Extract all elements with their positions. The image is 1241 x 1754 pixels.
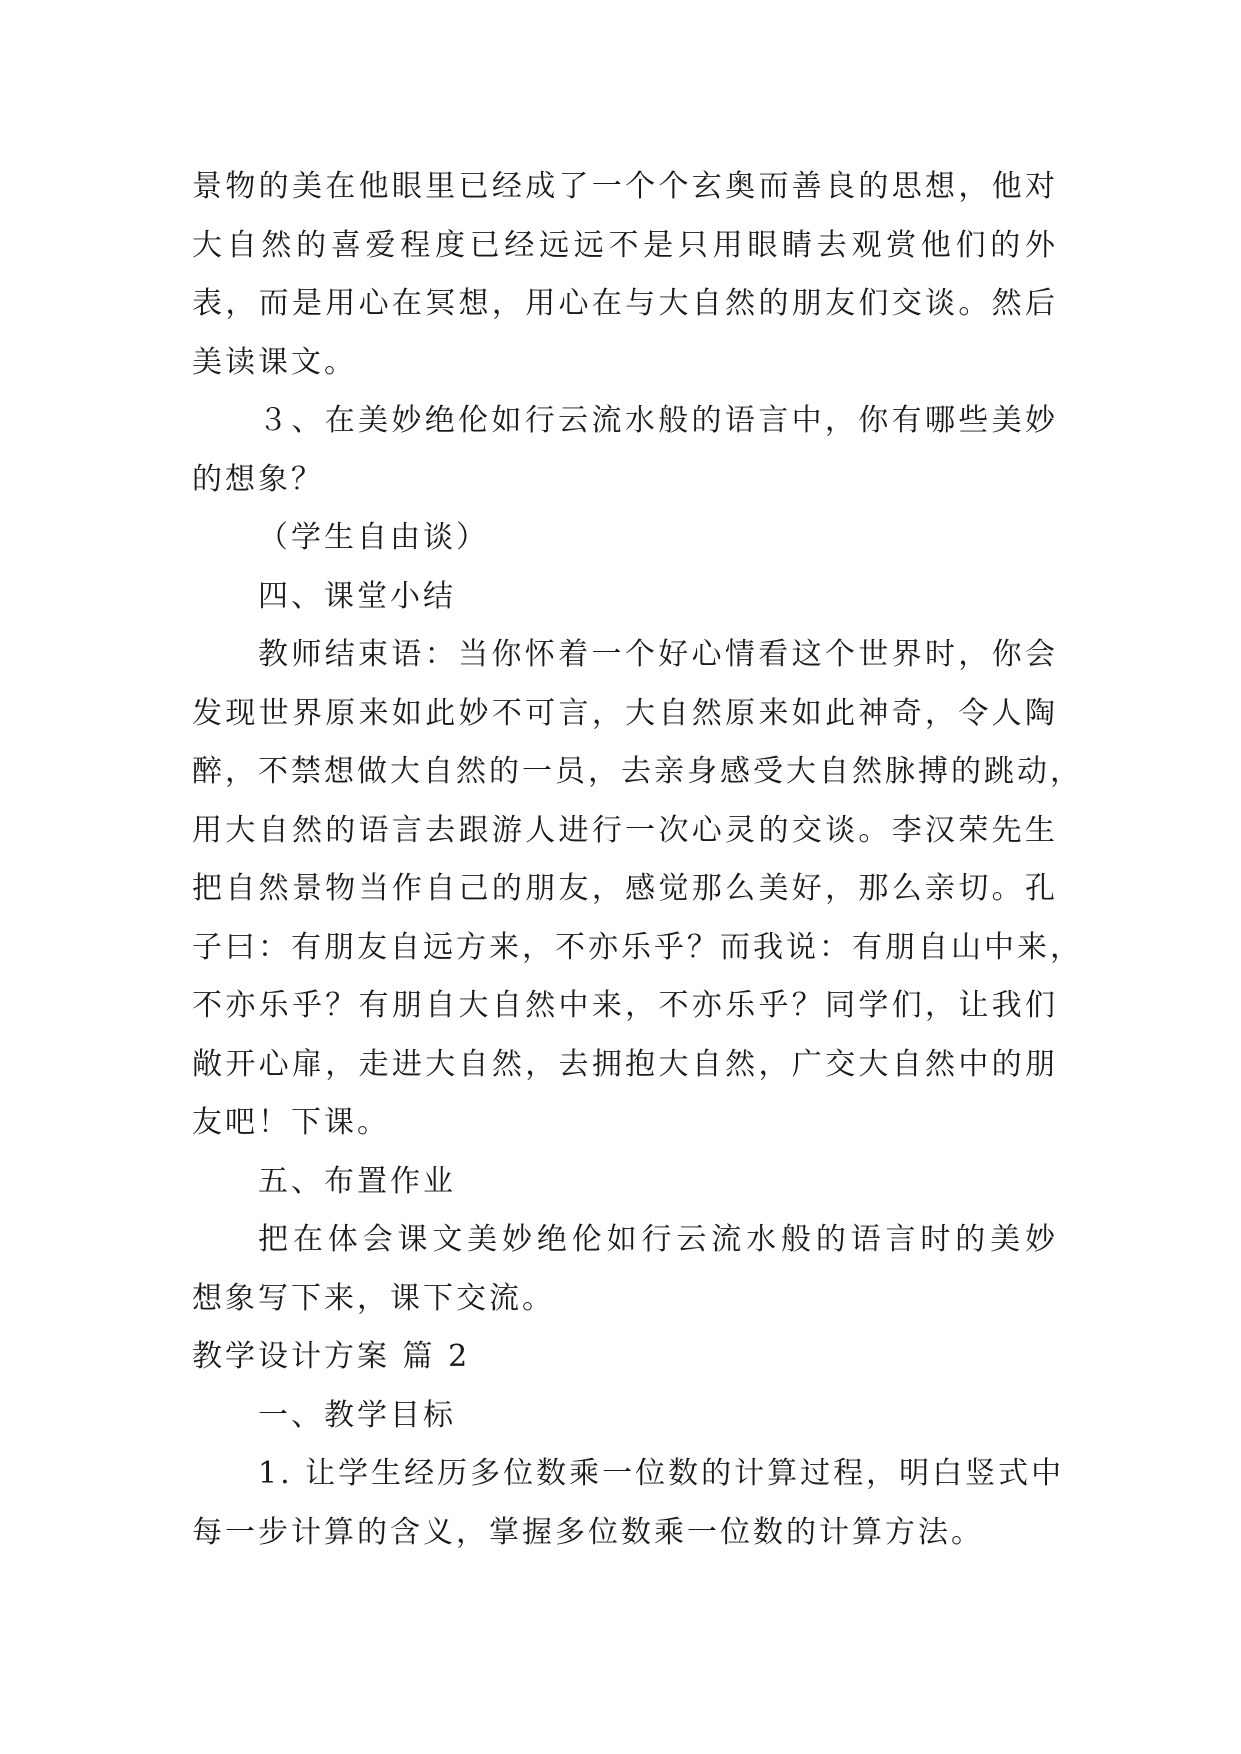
text-line: 发现世界原来如此妙不可言，大自然原来如此神奇，令人陶 [192, 695, 1058, 731]
text-line: ３、在美妙绝伦如行云流水般的语言中，你有哪些美妙 [258, 403, 1058, 438]
text-line: 把在体会课文美妙绝伦如行云流水般的语言时的美妙 [258, 1222, 1058, 1257]
text-line: 不亦乐乎？有朋自大自然中来，不亦乐乎？同学们，让我们 [192, 988, 1058, 1023]
text-line: 把自然景物当作自己的朋友，感觉那么美好，那么亲切。孔 [192, 871, 1058, 906]
document-page [192, 158, 1083, 1562]
text-line: 想象写下来，课下交流。 [192, 1280, 555, 1316]
article-title: 教学设计方案 篇 2 [192, 1339, 471, 1374]
text-line: 1. 让学生经历多位数乘一位数的计算过程，明白竖式中 [258, 1456, 1065, 1491]
text-line: 敞开心扉，走进大自然，去拥抱大自然，广交大自然中的朋 [192, 1046, 1058, 1082]
text-line: 表，而是用心在冥想，用心在与大自然的朋友们交谈。然后 [192, 286, 1058, 321]
text-line: 子曰：有朋友自远方来，不亦乐乎？而我说：有朋自山中来， [192, 929, 1083, 965]
text-line: 大自然的喜爱程度已经远远不是只用眼睛去观赏他们的外 [192, 227, 1058, 263]
section-heading: 一、教学目标 [258, 1397, 456, 1433]
section-heading: 五、布置作业 [258, 1163, 456, 1199]
text-line: 每一步计算的含义，掌握多位数乘一位数的计算方法。 [192, 1514, 984, 1550]
text-line: 的想象？ [192, 461, 324, 497]
text-line: （学生自由谈） [258, 520, 489, 555]
section-heading: 四、课堂小结 [258, 578, 456, 614]
text-line: 美读课文。 [192, 344, 357, 380]
text-line: 友吧！下课。 [192, 1105, 390, 1140]
text-line: 用大自然的语言去跟游人进行一次心灵的交谈。李汉荣先生 [192, 812, 1058, 848]
text-line: 醉，不禁想做大自然的一员，去亲身感受大自然脉搏的跳动， [192, 754, 1083, 789]
text-line: 教师结束语：当你怀着一个好心情看这个世界时，你会 [258, 637, 1058, 672]
text-line: 景物的美在他眼里已经成了一个个玄奥而善良的思想，他对 [192, 169, 1058, 204]
